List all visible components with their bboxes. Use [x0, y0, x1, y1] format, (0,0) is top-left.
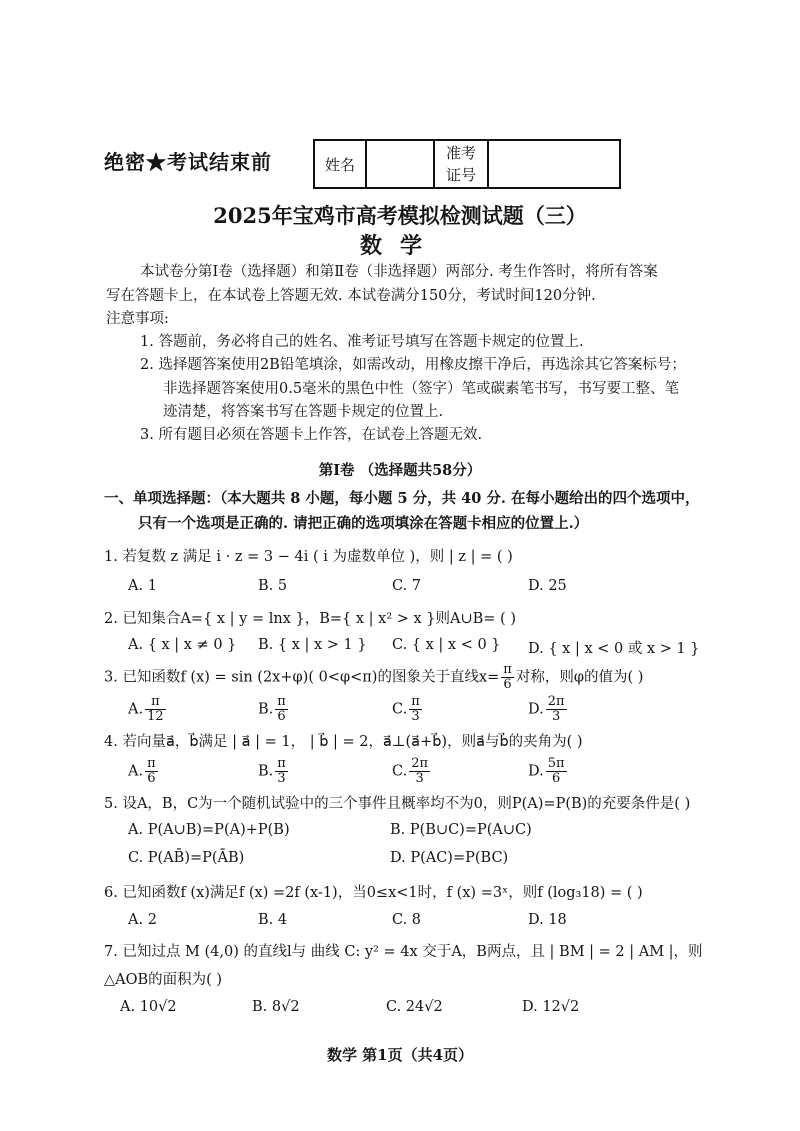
- page-footer: 数学 第1页（共4页）: [326, 1046, 474, 1064]
- q7-option-d[interactable]: D. 12√2: [522, 999, 580, 1015]
- q4-c-fraction: [409, 757, 430, 786]
- q3-c-den: 3: [411, 709, 420, 724]
- q2-stem: 2. 已知集合A={ x | y = lnx }，B={ x | x² > x }则A∪B= ( ): [104, 611, 516, 627]
- q6-option-d[interactable]: D. 18: [528, 912, 567, 928]
- notice-3: 3. 所有题目必须在答题卡上作答，在试卷上答题无效.: [140, 427, 483, 443]
- q3-a-fraction: [145, 695, 166, 724]
- q4-a-den: 6: [147, 771, 156, 786]
- q5-option-b[interactable]: B. P(B∪C)=P(A∪C): [390, 822, 532, 838]
- q4-c-num: 2π: [411, 756, 429, 771]
- q3-b-den: 6: [277, 709, 286, 724]
- q3-d-label: D.: [528, 701, 544, 718]
- part1-heading: 第Ⅰ卷 （选择题共58分）: [318, 462, 482, 479]
- q2-option-d[interactable]: D. { x | x < 0 或 x > 1 }: [528, 641, 700, 657]
- q3-d-den: 3: [551, 709, 561, 724]
- q4-a-label: A.: [128, 763, 144, 780]
- q2-option-c[interactable]: C. { x | x < 0 }: [392, 637, 501, 653]
- intro-line2: 写在答题卡上，在本试卷上答题无效. 本试卷满分150分，考试时间120分钟.: [106, 288, 596, 304]
- q1-option-a[interactable]: A. 1: [128, 578, 157, 594]
- q6-option-c[interactable]: C. 8: [392, 912, 422, 928]
- q3-a-den: 12: [147, 709, 164, 724]
- candidate-info-table: [313, 139, 621, 189]
- q3-d-num: 2π: [547, 694, 565, 709]
- subject-title: [0, 229, 800, 260]
- q1-stem: 1. 若复数 z 满足 i · z = 3 − 4i ( i 为虚数单位 )，则 | z | = ( ): [104, 549, 513, 565]
- q3-a-num: π: [145, 695, 166, 710]
- exam-id-label: [434, 140, 488, 188]
- q4-stem: 4. 若向量a⃗，b⃗满足 | a⃗ | = 1， | b⃗ | = 2，a⃗⊥(a⃗+b⃗)，则a⃗与b⃗的夹角为( ): [104, 734, 583, 750]
- exam-id-field[interactable]: [488, 140, 620, 188]
- q7-option-b[interactable]: B. 8√2: [252, 999, 300, 1015]
- q6-option-b[interactable]: B. 4: [258, 912, 288, 928]
- notice-title: 注意事项:: [106, 311, 169, 327]
- q3-b-label: B.: [258, 701, 274, 718]
- q4-d-fraction: [546, 757, 567, 786]
- section-instructions-line1: 一、单项选择题：（本大题共 8 小题，每小题 5 分，共 40 分. 在每小题给出的四个选项中，: [104, 490, 700, 507]
- name-label: 姓名: [314, 140, 366, 188]
- exam-id-label-line1: 准考: [445, 144, 476, 162]
- q1-option-b[interactable]: B. 5: [258, 578, 288, 594]
- q3-stem-part1: 3. 已知函数f (x) = sin (2x+φ)( 0<φ<π)的图象关于直线x=: [104, 669, 500, 686]
- name-field[interactable]: [366, 140, 434, 188]
- q4-a-num: π: [147, 756, 156, 771]
- secret-label: 绝密★考试结束前: [104, 150, 272, 174]
- q2-option-b[interactable]: B. { x | x > 1 }: [258, 637, 367, 653]
- q7-option-c[interactable]: C. 24√2: [386, 999, 443, 1015]
- q6-option-a[interactable]: A. 2: [128, 912, 157, 928]
- q1-option-c[interactable]: C. 7: [392, 578, 422, 594]
- q4-b-den: 3: [277, 771, 286, 786]
- notice-1: 1. 答题前，务必将自己的姓名、准考证号填写在答题卡规定的位置上.: [140, 334, 584, 350]
- q3-option-a[interactable]: [128, 695, 168, 724]
- q5-stem: 5. 设A，B，C为一个随机试验中的三个事件且概率均不为0，则P(A)=P(B)的充要条件是( ): [104, 796, 691, 812]
- q4-d-num: 5π: [547, 756, 565, 771]
- q5-option-c[interactable]: C. P(AB̄)=P(ĀB): [128, 850, 245, 866]
- q3-option-d[interactable]: [528, 695, 569, 724]
- q4-b-label: B.: [258, 763, 274, 780]
- q5-option-d[interactable]: D. P(AC)=P(BC): [390, 850, 509, 866]
- q3-b-num: π: [277, 694, 286, 709]
- exam-title: 2025年宝鸡市高考模拟检测试题（三）: [213, 203, 587, 228]
- q3-stem-fraction: [501, 663, 514, 692]
- notice-2b: 非选择题答案使用0.5毫米的黑色中性（签字）笔或碳素笔书写，书写要工整、笔: [163, 381, 680, 397]
- q4-option-d[interactable]: [528, 757, 569, 786]
- q4-d-den: 6: [551, 771, 561, 786]
- q3-frac-den: 6: [503, 677, 512, 692]
- q3-c-num: π: [411, 694, 420, 709]
- q3-d-fraction: [546, 695, 567, 724]
- q1-option-d[interactable]: D. 25: [528, 578, 567, 594]
- exam-id-label-line2: 证号: [445, 166, 476, 184]
- q4-d-label: D.: [528, 763, 544, 780]
- q3-c-label: C.: [392, 701, 408, 718]
- q4-b-fraction: [275, 757, 288, 786]
- q4-option-c[interactable]: [392, 757, 432, 786]
- intro-line1: 本试卷分第Ⅰ卷（选择题）和第Ⅱ卷（非选择题）两部分. 考生作答时，将所有答案: [140, 264, 658, 280]
- q3-stem: [104, 663, 643, 692]
- section-instructions-line2: 只有一个选项是正确的. 请把正确的选项填涂在答题卡相应的位置上.）: [138, 515, 589, 532]
- q4-c-den: 3: [415, 771, 424, 786]
- q3-stem-part2: 对称，则φ的值为( ): [515, 669, 644, 686]
- q3-option-c[interactable]: [392, 695, 424, 724]
- q3-frac-num: π: [503, 662, 512, 677]
- q3-option-b[interactable]: [258, 695, 290, 724]
- q6-stem: 6. 已知函数f (x)满足f (x) =2f (x-1)，当0≤x<1时，f (x) =3ˣ，则f (log₃18) = ( ): [104, 885, 643, 901]
- q4-a-fraction: [145, 757, 158, 786]
- q4-b-num: π: [277, 756, 286, 771]
- q2-option-a[interactable]: A. { x | x ≠ 0 }: [128, 637, 237, 653]
- q7-stem-line2: △AOB的面积为( ): [104, 972, 223, 988]
- notice-2c: 迹清楚，将答案书写在答题卡规定的位置上.: [163, 404, 444, 420]
- notice-2a: 2. 选择题答案使用2B铅笔填涂，如需改动，用橡皮擦干净后，再选涂其它答案标号；: [140, 357, 686, 373]
- q3-a-label: A.: [128, 701, 144, 718]
- q7-stem-line1: 7. 已知过点 M (4,0) 的直线l与 曲线 C: y² = 4x 交于A，B两点，且 | BM | = 2 | AM |，则: [104, 944, 703, 960]
- q3-b-fraction: [275, 695, 288, 724]
- subject-text: 数学: [359, 233, 440, 259]
- q4-option-b[interactable]: [258, 757, 290, 786]
- q4-c-label: C.: [392, 763, 408, 780]
- q4-option-a[interactable]: [128, 757, 160, 786]
- q7-option-a[interactable]: A. 10√2: [120, 999, 177, 1015]
- q5-option-a[interactable]: A. P(A∪B)=P(A)+P(B): [128, 822, 290, 838]
- q3-c-fraction: [409, 695, 422, 724]
